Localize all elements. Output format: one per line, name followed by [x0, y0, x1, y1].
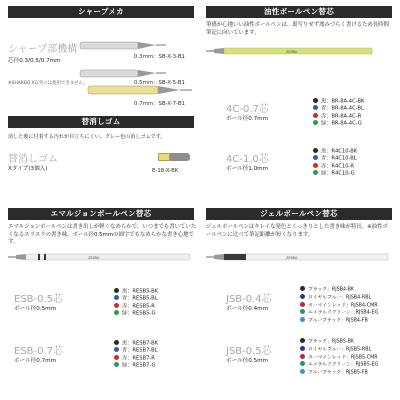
list-item	[114, 303, 158, 310]
sharpmeka-item-0-3: 0.3mm：SB-X-3-B1	[134, 54, 185, 60]
oil-group-2-spec: ボール径1.0mm	[226, 166, 269, 172]
svg-text:ZEBRA: ZEBRA	[88, 256, 100, 260]
mechanism-0-3-image	[80, 42, 166, 49]
color-swatch	[114, 288, 119, 293]
list-item	[300, 338, 378, 346]
color-swatch	[300, 354, 305, 359]
item-label: 赤：RESB7-R	[122, 355, 155, 362]
oil-group-2-list	[313, 148, 357, 177]
color-swatch	[313, 98, 318, 103]
color-swatch	[114, 355, 119, 360]
item-label: ブラック：RJSB5-BK	[308, 339, 355, 345]
sharpmeka-title: シャープ部機構	[8, 44, 78, 55]
emulsion-group-1-spec: ボール径0.5mm	[14, 306, 57, 312]
item-label: 青：RESB7-BL	[122, 347, 158, 354]
list-item	[114, 347, 158, 354]
gel-refill-image	[206, 252, 392, 262]
eraser-spec: Xタイプ(3個入)	[8, 166, 48, 172]
color-swatch	[114, 310, 119, 315]
color-swatch	[300, 294, 305, 299]
item-label: 緑：RESB5-G	[122, 310, 156, 317]
mechanism-0-5-image	[80, 70, 166, 77]
emulsion-group-2-name: ESB-0.7芯	[14, 346, 64, 357]
sharpmeka-item-0-7: 0.7mm：SB-X-7-B1	[134, 101, 185, 107]
eraser-body	[170, 153, 190, 161]
item-label: 赤：R4C10-R	[321, 163, 354, 170]
item-label: 黒：RESB5-BK	[122, 288, 159, 295]
list-item	[300, 354, 378, 362]
list-item	[114, 288, 158, 295]
sharpmeka-item-0-5: 0.5mm：SB-X-5-B1	[134, 80, 185, 86]
gel-group-1-list	[300, 286, 378, 325]
color-swatch	[313, 120, 318, 125]
list-item	[313, 105, 364, 112]
list-item	[114, 340, 158, 347]
item-label: 青：BR-8A-4C-BL	[321, 105, 364, 112]
gel-group-1-spec: ボール径0.4mm	[226, 306, 269, 312]
color-swatch	[313, 113, 318, 118]
list-item	[114, 362, 158, 369]
color-swatch	[313, 163, 318, 168]
item-label: ロイヤルブルー：RJSB4-RBL	[308, 295, 372, 301]
list-item	[313, 113, 364, 120]
item-label: 緑：R4C10-G	[321, 170, 355, 177]
eraser-header: 替消しゴム	[8, 116, 194, 128]
oil-refill-image	[206, 46, 392, 56]
color-swatch	[300, 369, 305, 374]
list-item	[300, 369, 378, 377]
item-label: ブラック：RJSB4-BK	[308, 287, 355, 293]
list-item	[313, 98, 364, 105]
list-item	[313, 148, 357, 155]
svg-text:ZEBRA: ZEBRA	[286, 50, 298, 54]
oil-header: 油性ボールペン替芯	[206, 6, 392, 18]
color-swatch	[300, 338, 305, 343]
emulsion-group-2-spec: ボール径0.7mm	[14, 358, 57, 364]
list-item	[300, 317, 378, 325]
item-label: ブルーブラック：RJSB4-FB	[308, 318, 368, 324]
item-label: ブルーブラック：RJSB5-FB	[308, 370, 368, 376]
item-label: 赤：RESB5-R	[122, 303, 155, 310]
list-item	[114, 295, 158, 302]
eraser-title: 替消しゴム	[8, 154, 58, 165]
color-swatch	[300, 317, 305, 322]
item-label: カーマインレッド：RJSB4-CMR	[308, 303, 378, 309]
gel-group-2-name: JSB-0.5芯	[226, 346, 272, 357]
color-swatch	[300, 302, 305, 307]
color-swatch	[300, 286, 305, 291]
eraser-description: 消した後に付着する汚れが目立ちにくい、グレー色の消しゴムです。	[8, 134, 166, 140]
item-label: 青：R4C10-BL	[321, 155, 357, 162]
sharpmeka-spec: 芯径0.3/0.5/0.7mm	[8, 58, 61, 64]
item-label: エメラルドグリーン：RJSB4-EG	[308, 310, 379, 316]
emulsion-header: エマルジョンボールペン替芯	[8, 208, 194, 220]
emulsion-group-1-list	[114, 288, 158, 317]
item-label: 黒：RESB7-BK	[122, 340, 159, 347]
item-label: 赤：BR-8A-4C-R	[321, 113, 362, 120]
list-item	[300, 294, 378, 302]
color-swatch	[313, 170, 318, 175]
svg-text:ZEBRA: ZEBRA	[286, 256, 298, 260]
list-item	[300, 302, 378, 310]
color-swatch	[300, 361, 305, 366]
oil-group-2-name: 4C-1.0芯	[226, 154, 269, 165]
item-label: カーマインレッド：RJSB5-CMR	[308, 355, 378, 361]
emulsion-description: エマルジョンボールペンは書き出しが軽くなめらかで、いつまでも書いていたくなるスラスラの書き味。ボール径0.5mmの細字でもなめらかな書き心地です。	[8, 224, 197, 246]
emulsion-refill-image	[8, 252, 194, 262]
list-item	[300, 361, 378, 369]
color-swatch	[300, 309, 305, 314]
gel-group-2-spec: ボール径0.5mm	[226, 358, 269, 364]
list-item	[313, 170, 357, 177]
color-swatch	[313, 148, 318, 153]
color-swatch	[114, 347, 119, 352]
item-label: エメラルドグリーン：RJSB5-EG	[308, 362, 379, 368]
item-label: 緑：RESB7-G	[122, 362, 156, 369]
color-swatch	[114, 303, 119, 308]
list-item	[300, 309, 378, 317]
gel-group-1-name: JSB-0.4芯	[226, 294, 272, 305]
list-item	[114, 355, 158, 362]
item-label: 青：RESB5-BL	[122, 295, 158, 302]
sharpmeka-mechanism-0-7-image	[84, 84, 194, 98]
list-item	[313, 155, 357, 162]
list-item	[114, 310, 158, 317]
sharpmeka-note: ※SHARBO X以外には使用できません。	[8, 81, 88, 86]
gel-header: ジェルボールペン替芯	[206, 208, 392, 220]
oil-group-1-spec: ボール径0.7mm	[226, 116, 269, 122]
color-swatch	[114, 295, 119, 300]
item-label: ロイヤルブルー：RJSB5-RBL	[308, 347, 372, 353]
color-swatch	[114, 362, 119, 367]
color-swatch	[313, 105, 318, 110]
item-label: 黒：R4C10-BK	[321, 148, 358, 155]
list-item	[300, 346, 378, 354]
oil-group-1-list	[313, 98, 364, 127]
list-item	[300, 286, 378, 294]
eraser-image	[158, 150, 192, 164]
eraser-sleeve	[158, 153, 170, 161]
emulsion-group-1-name: ESB-0.5芯	[14, 294, 64, 305]
gel-group-2-list	[300, 338, 378, 377]
item-label: 黒：BR-8A-4C-BK	[321, 98, 365, 105]
sharpmeka-header: シャープメカ	[8, 6, 194, 18]
item-label: 緑：BR-8A-4C-G	[321, 120, 362, 127]
color-swatch	[313, 155, 318, 160]
color-swatch	[300, 346, 305, 351]
oil-group-1-name: 4C-0.7芯	[226, 104, 269, 115]
list-item	[313, 163, 357, 170]
oil-description: 筆感が心地いい油性ボールペンは、裏写りせず滲みづらく書けるため長時間筆記に向いています。	[206, 22, 390, 36]
eraser-code: E-18-X-BK	[152, 168, 179, 174]
color-swatch	[114, 340, 119, 345]
emulsion-group-2-list	[114, 340, 158, 369]
gel-description: ジェルボールペンはキレイな発色とくっきりとした書き味が特長。※油性ボールペンに比べて筆記距離が短くなります。	[206, 224, 388, 238]
list-item	[313, 120, 364, 127]
